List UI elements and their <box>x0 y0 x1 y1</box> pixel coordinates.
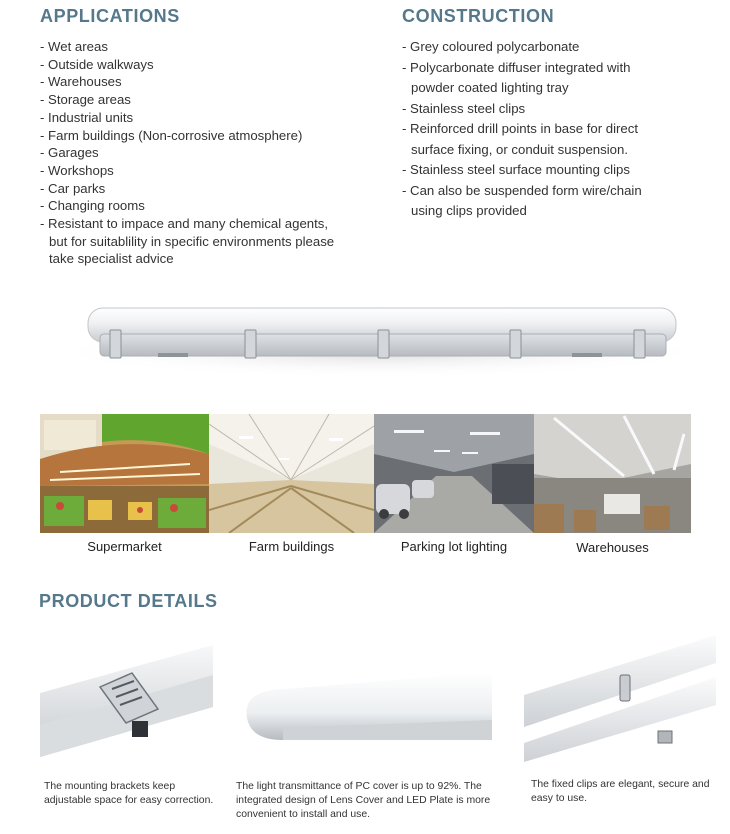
list-item: - Resistant to impace and many chemical agents, but for suitablility in specific environments please take specialist advice <box>40 216 335 267</box>
parking-lot-photo <box>374 414 534 533</box>
construction-heading: CONSTRUCTION <box>402 6 555 26</box>
caption-parking-lot: Parking lot lighting <box>400 539 508 554</box>
list-item: - Stainless steel clips <box>402 100 526 116</box>
supermarket-photo <box>40 414 209 533</box>
applications-list <box>40 38 345 268</box>
list-item: - Can also be suspended form wire/chain using clips provided <box>402 182 642 218</box>
caption-farm-buildings: Farm buildings <box>248 539 335 554</box>
construction-list <box>402 37 664 222</box>
fixed-clips-description: The fixed clips are elegant, secure and easy to use. <box>531 779 710 804</box>
list-item: - Wet areas <box>40 39 108 54</box>
list-item: - Reinforced drill points in base for direct surface fixing, or conduit suspension. <box>402 121 639 157</box>
product-details-heading: PRODUCT DETAILS <box>39 591 218 611</box>
caption-supermarket: Supermarket <box>87 539 162 554</box>
list-item: - Outside walkways <box>40 56 154 72</box>
list-item: - Warehouses <box>40 74 122 90</box>
list-item: - Grey coloured polycarbonate <box>402 39 580 54</box>
warehouse-photo <box>534 414 691 533</box>
list-item: - Workshops <box>40 162 114 178</box>
list-item: - Garages <box>40 145 99 161</box>
farm-buildings-photo <box>209 414 374 533</box>
applications-heading: APPLICATIONS <box>40 6 180 26</box>
list-item: - Car parks <box>40 180 106 196</box>
list-item: - Polycarbonate diffuser integrated with powder coated lighting tray <box>402 59 631 95</box>
list-item: - Changing rooms <box>40 198 145 214</box>
list-item: - Farm buildings (Non-corrosive atmosphere) <box>40 127 303 143</box>
list-item: - Stainless steel surface mounting clips <box>402 162 630 177</box>
caption-warehouses: Warehouses <box>576 540 649 555</box>
mounting-bracket-description: The mounting brackets keep adjustable space for easy correction. <box>44 781 214 806</box>
pc-cover-photo <box>243 660 492 745</box>
pc-cover-description: The light transmittance of PC cover is up to 92%. The integrated design of Lens Cover and LED Plate is more convenient to install and use. <box>236 781 491 820</box>
led-batten-fixture-image <box>40 290 720 390</box>
fixed-clips-photo <box>524 635 716 762</box>
list-item: - Storage areas <box>40 92 131 108</box>
list-item: - Industrial units <box>40 109 134 125</box>
mounting-bracket-photo <box>40 645 213 757</box>
